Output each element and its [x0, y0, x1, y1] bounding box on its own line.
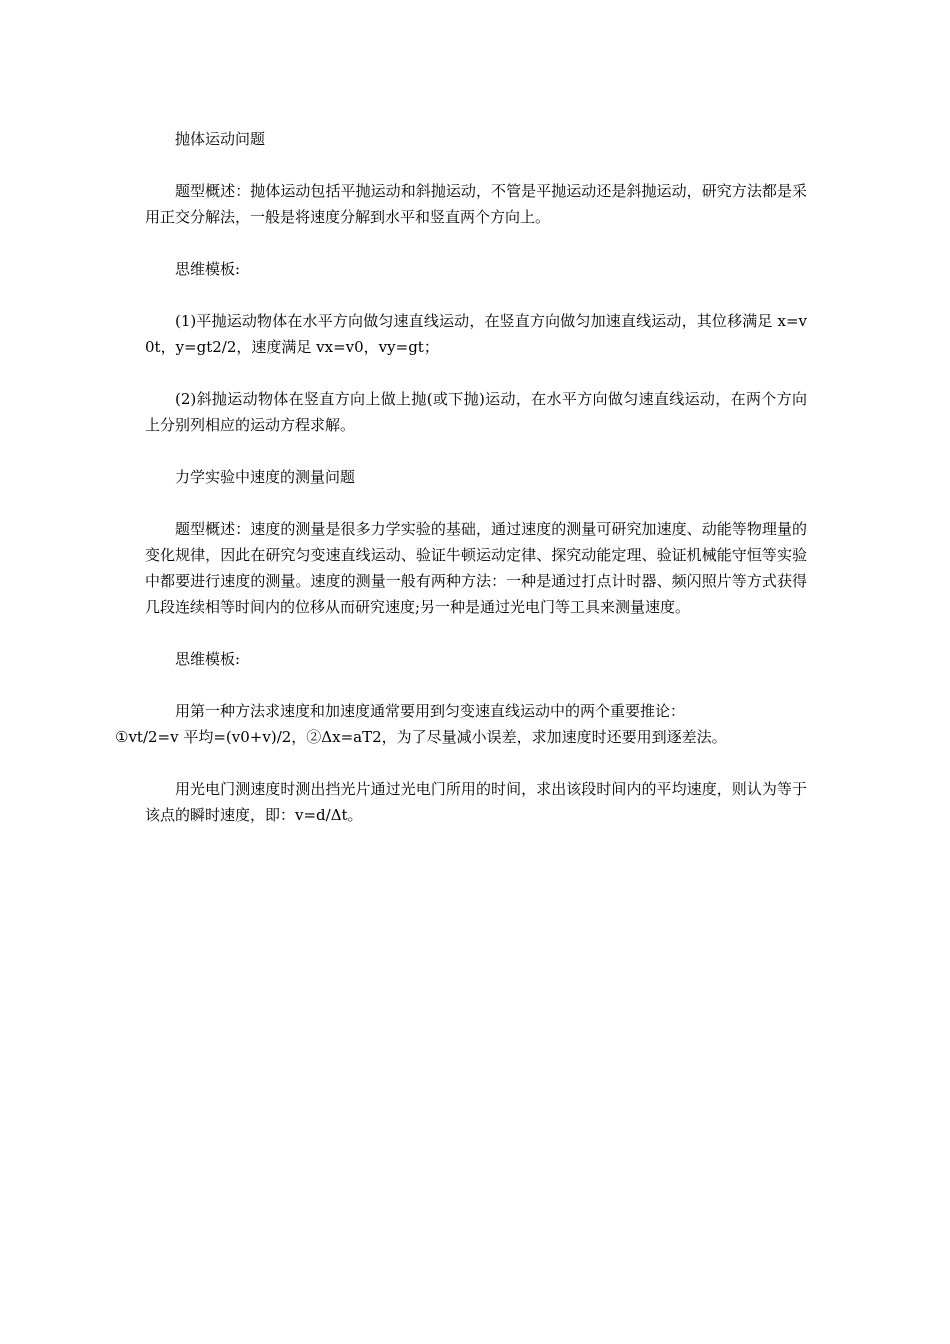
section-title-velocity-measurement: 力学实验中速度的测量问题: [175, 468, 356, 486]
method-one-line-1: 用第一种方法求速度和加速度通常要用到匀变速直线运动中的两个重要推论：: [175, 702, 686, 720]
method-one-line-2: ①vt/2=v 平均=(v0+v)/2，②Δx=aT2，为了尽量减小误差，求加速度时还要用到逐差法。: [115, 728, 727, 746]
paragraph-photogate-method: 用光电门测速度时测出挡光片通过光电门所用的时间，求出该段时间内的平均速度，则认为等于该点的瞬时速度，即：v=d/Δt。: [145, 780, 807, 824]
section-title-projectile: 抛体运动问题: [175, 130, 266, 148]
paragraph-velocity-overview: 题型概述：速度的测量是很多力学实验的基础，通过速度的测量可研究加速度、动能等物理量的变化规律，因此在研究匀变速直线运动、验证牛顿运动定律、探究动能定理、验证机械能守恒等实验中都要进行速度的测量。速度的测量一般有两种方法：一种是通过打点计时器、频闪照片等方式获得几段连续相等时间内的位移从而研究速度;另一种是通过光电门等工具来测量速度。: [145, 520, 807, 616]
thinking-template-label-1: 思维模板:: [175, 260, 241, 278]
thinking-template-label-2: 思维模板:: [175, 650, 241, 668]
paragraph-projectile-overview: 题型概述：抛体运动包括平抛运动和斜抛运动，不管是平抛运动还是斜抛运动，研究方法都是采用正交分解法，一般是将速度分解到水平和竖直两个方向上。: [145, 182, 807, 226]
paragraph-horizontal-projectile: (1)平抛运动物体在水平方向做匀速直线运动，在竖直方向做匀加速直线运动，其位移满足 x=v0t，y=gt2/2，速度满足 vx=v0，vy=gt；: [145, 312, 807, 356]
paragraph-method-one: [115, 698, 807, 750]
paragraph-oblique-projectile: (2)斜抛运动物体在竖直方向上做上抛(或下抛)运动，在水平方向做匀速直线运动，在两个方向上分别列相应的运动方程求解。: [145, 390, 807, 434]
document-body: [115, 126, 807, 854]
